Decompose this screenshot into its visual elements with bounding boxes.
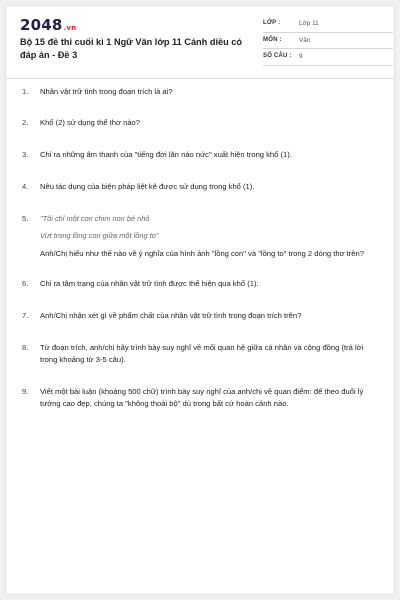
question-number: 7. <box>22 311 29 320</box>
document-title: Bộ 15 đề thi cuối kì 1 Ngữ Văn lớp 11 Cánh diều có đáp án - Đề 3 <box>20 37 242 60</box>
question-number: 5. <box>22 214 29 223</box>
logo-text: 2048 <box>20 16 63 34</box>
meta-value: Lớp 11 <box>299 20 319 27</box>
poem-quote-line: Vừt trong lồng con giữa một lồng to" <box>40 231 159 240</box>
logo-domain: .vn <box>63 24 77 32</box>
question-item <box>22 181 374 193</box>
question-number: 8. <box>22 343 29 352</box>
header-divider <box>6 78 394 79</box>
meta-row-subject <box>263 33 393 50</box>
question-text: Nhân vật trữ tình trong đoạn trích là ai? <box>40 87 173 96</box>
question-number: 1. <box>22 87 29 96</box>
meta-value: 9 <box>299 53 303 60</box>
question-item <box>22 278 374 290</box>
question-item <box>22 149 374 161</box>
question-number: 4. <box>22 182 29 191</box>
question-item <box>22 386 374 410</box>
meta-value: Văn <box>299 36 311 44</box>
question-item <box>22 310 374 322</box>
worksheet-header <box>20 16 382 78</box>
question-item <box>22 117 374 129</box>
question-number: 6. <box>22 279 29 288</box>
question-item <box>22 213 374 260</box>
question-text: Anh/Chị nhận xét gì về phẩm chất của nhân vật trữ tình trong đoạn trích trên? <box>40 311 302 320</box>
question-list <box>22 86 374 410</box>
meta-label: LỚP : <box>263 20 281 26</box>
question-item <box>22 86 374 98</box>
question-text: Khổ (2) sử dụng thể thơ nào? <box>40 118 140 127</box>
question-text: Nêu tác dụng của biện pháp liệt kê được sử dụng trong khổ (1). <box>40 182 255 191</box>
question-item <box>22 342 374 366</box>
poem-quote-line: "Tôi chỉ một con chim non bé nhỏ <box>40 214 150 223</box>
worksheet-page <box>6 6 394 594</box>
question-text: Chỉ ra những âm thanh của "tiếng đời lăn náo nức" xuất hiện trong khổ (1). <box>40 150 292 159</box>
meta-label: SỐ CÂU : <box>263 53 292 59</box>
meta-table <box>263 16 393 66</box>
meta-label: MÔN : <box>263 36 282 43</box>
meta-row-class <box>263 16 393 33</box>
question-text: Từ đoạn trích, anh/chị hãy trình bày suy nghĩ về mối quan hệ giữa cá nhân và cộng đồng (trả lời trong khoảng từ 3-5 câu). <box>40 343 364 364</box>
question-text: Chỉ ra tâm trạng của nhân vật trữ tình được thể hiện qua khổ (1). <box>40 279 259 288</box>
question-number: 2. <box>22 118 29 127</box>
meta-row-count <box>263 49 393 66</box>
question-number: 3. <box>22 150 29 159</box>
site-logo[interactable] <box>20 16 76 34</box>
question-text: Viết một bài luận (khoảng 500 chữ) trình bày suy nghĩ của anh/chị về quan điểm: để theo đuổi lý tưởng cao đẹp, chúng ta "không thoái bộ" dù trong bất cứ hoàn cảnh nào. <box>40 387 364 408</box>
question-number: 9. <box>22 387 29 396</box>
question-text: Anh/Chị hiểu như thế nào về ý nghĩa của hình ảnh "lồng con" và "lồng to" trong 2 dòng thơ trên? <box>40 249 364 258</box>
